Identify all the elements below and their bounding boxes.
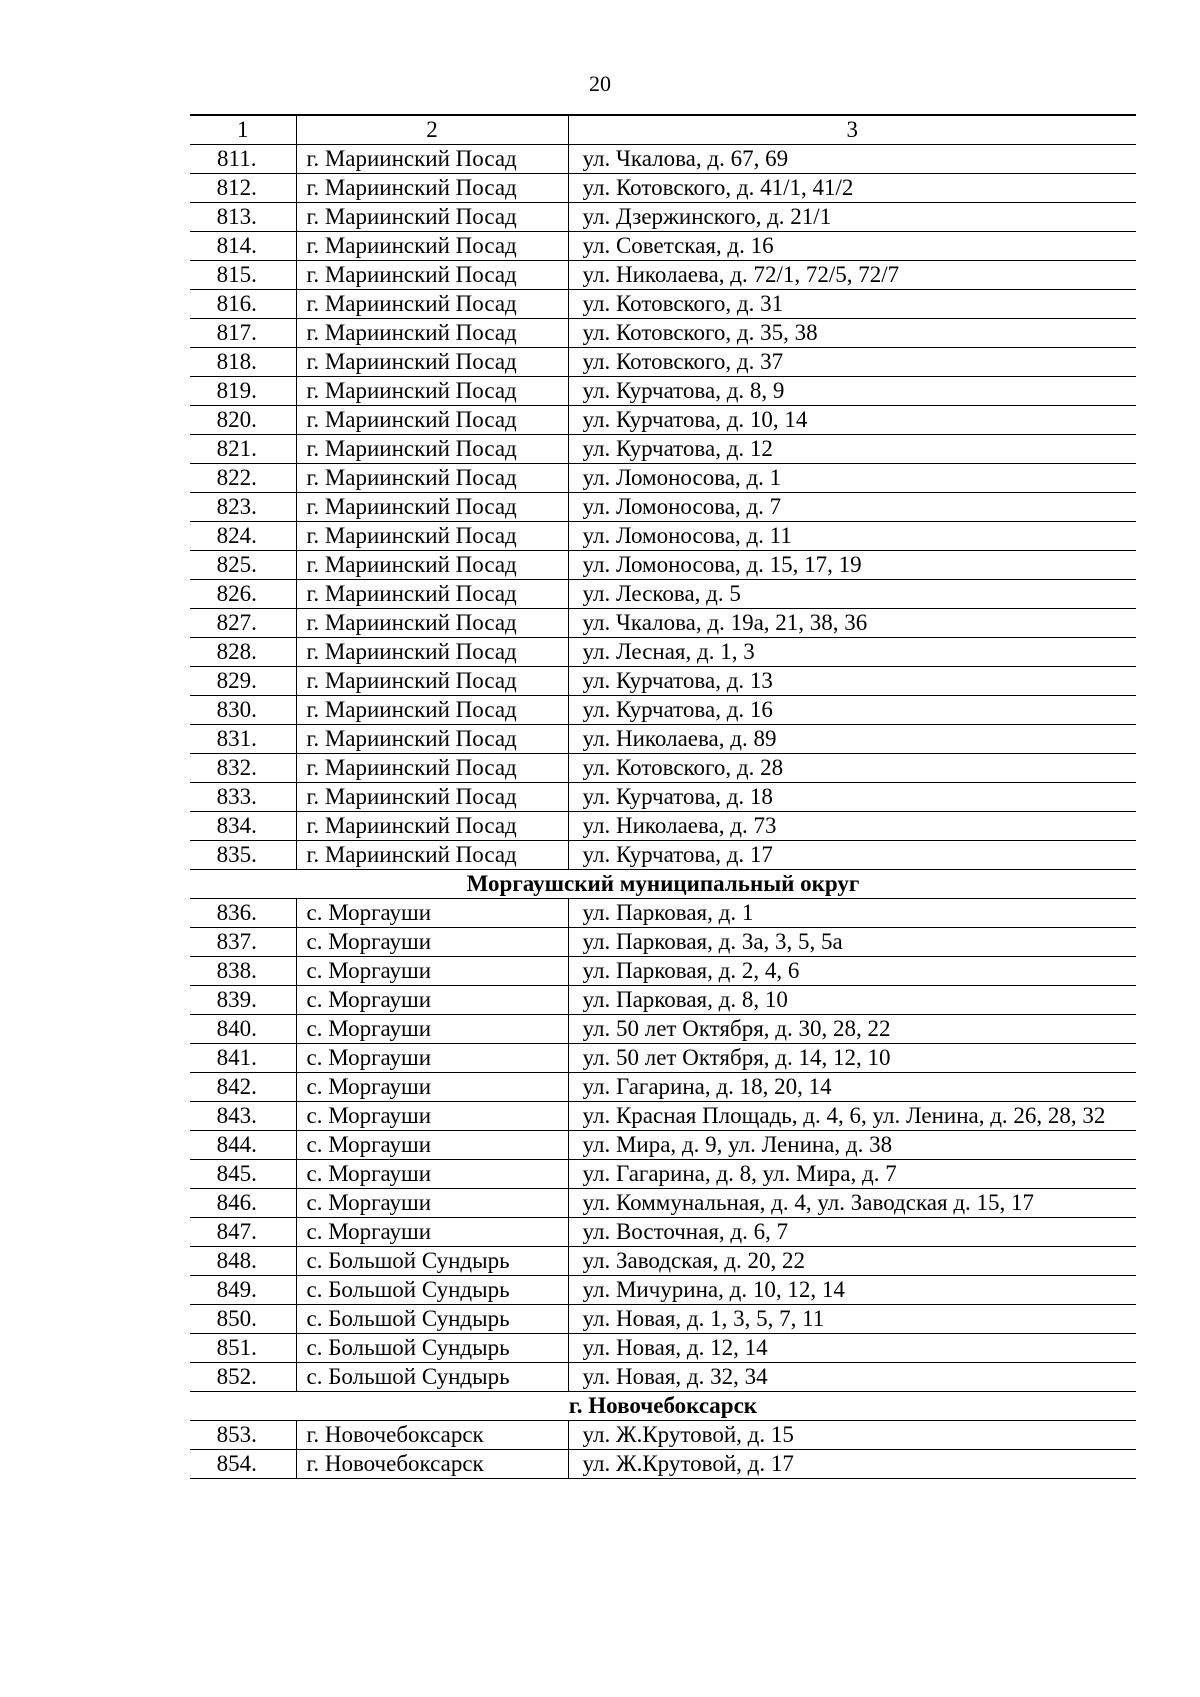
row-address: ул. Котовского, д. 35, 38 xyxy=(568,319,1136,348)
row-settlement: с. Моргауши xyxy=(296,899,568,928)
row-settlement: с. Моргауши xyxy=(296,1189,568,1218)
table-row xyxy=(190,493,1136,522)
row-address: ул. Курчатова, д. 13 xyxy=(568,667,1136,696)
row-settlement: г. Мариинский Посад xyxy=(296,783,568,812)
table-row xyxy=(190,638,1136,667)
row-settlement: с. Моргауши xyxy=(296,957,568,986)
row-settlement: г. Мариинский Посад xyxy=(296,145,568,174)
row-number: 835. xyxy=(190,841,296,870)
row-settlement: г. Мариинский Посад xyxy=(296,551,568,580)
row-number: 825. xyxy=(190,551,296,580)
row-address: ул. Ломоносова, д. 15, 17, 19 xyxy=(568,551,1136,580)
row-number: 818. xyxy=(190,348,296,377)
row-address: ул. Восточная, д. 6, 7 xyxy=(568,1218,1136,1247)
row-settlement: с. Моргауши xyxy=(296,1218,568,1247)
table-row xyxy=(190,725,1136,754)
row-settlement: г. Мариинский Посад xyxy=(296,203,568,232)
row-settlement: г. Мариинский Посад xyxy=(296,725,568,754)
row-settlement: г. Мариинский Посад xyxy=(296,493,568,522)
row-number: 842. xyxy=(190,1073,296,1102)
row-number: 816. xyxy=(190,290,296,319)
table-row xyxy=(190,435,1136,464)
row-number: 832. xyxy=(190,754,296,783)
row-address: ул. Курчатова, д. 8, 9 xyxy=(568,377,1136,406)
row-number: 811. xyxy=(190,145,296,174)
row-address: ул. Котовского, д. 37 xyxy=(568,348,1136,377)
row-address: ул. Котовского, д. 41/1, 41/2 xyxy=(568,174,1136,203)
table-row xyxy=(190,522,1136,551)
row-settlement: г. Мариинский Посад xyxy=(296,638,568,667)
table-row xyxy=(190,1450,1136,1479)
row-settlement: г. Мариинский Посад xyxy=(296,174,568,203)
section-row xyxy=(190,1392,1136,1421)
row-address: ул. Новая, д. 12, 14 xyxy=(568,1334,1136,1363)
row-settlement: с. Моргауши xyxy=(296,1044,568,1073)
row-number: 849. xyxy=(190,1276,296,1305)
table-row xyxy=(190,1247,1136,1276)
page-number: 20 xyxy=(589,71,611,96)
row-number: 833. xyxy=(190,783,296,812)
row-settlement: с. Моргауши xyxy=(296,986,568,1015)
row-settlement: г. Мариинский Посад xyxy=(296,812,568,841)
row-address: ул. Ломоносова, д. 11 xyxy=(568,522,1136,551)
row-settlement: с. Моргауши xyxy=(296,1015,568,1044)
row-address: ул. Гагарина, д. 8, ул. Мира, д. 7 xyxy=(568,1160,1136,1189)
table-row xyxy=(190,696,1136,725)
row-number: 847. xyxy=(190,1218,296,1247)
row-address: ул. Новая, д. 1, 3, 5, 7, 11 xyxy=(568,1305,1136,1334)
row-address: ул. Парковая, д. 8, 10 xyxy=(568,986,1136,1015)
header-col-3: 3 xyxy=(568,115,1136,145)
table-row xyxy=(190,1189,1136,1218)
table-row xyxy=(190,957,1136,986)
row-address: ул. Ломоносова, д. 1 xyxy=(568,464,1136,493)
row-number: 819. xyxy=(190,377,296,406)
row-address: ул. Дзержинского, д. 21/1 xyxy=(568,203,1136,232)
section-title: г. Новочебоксарск xyxy=(190,1392,1136,1421)
row-address: ул. Коммунальная, д. 4, ул. Заводская д. 15, 17 xyxy=(568,1189,1136,1218)
section-row xyxy=(190,870,1136,899)
table-row xyxy=(190,1334,1136,1363)
row-number: 828. xyxy=(190,638,296,667)
row-settlement: с. Большой Сундырь xyxy=(296,1305,568,1334)
row-number: 845. xyxy=(190,1160,296,1189)
row-settlement: г. Мариинский Посад xyxy=(296,232,568,261)
table-row xyxy=(190,609,1136,638)
row-address: ул. Гагарина, д. 18, 20, 14 xyxy=(568,1073,1136,1102)
table-row xyxy=(190,203,1136,232)
row-number: 817. xyxy=(190,319,296,348)
row-number: 839. xyxy=(190,986,296,1015)
table-row xyxy=(190,406,1136,435)
row-number: 830. xyxy=(190,696,296,725)
row-number: 852. xyxy=(190,1363,296,1392)
table-row xyxy=(190,348,1136,377)
row-number: 854. xyxy=(190,1450,296,1479)
row-settlement: г. Новочебоксарск xyxy=(296,1450,568,1479)
table-row xyxy=(190,174,1136,203)
row-settlement: г. Мариинский Посад xyxy=(296,464,568,493)
row-settlement: г. Мариинский Посад xyxy=(296,609,568,638)
row-settlement: с. Моргауши xyxy=(296,1131,568,1160)
table-row xyxy=(190,1218,1136,1247)
row-address: ул. Николаева, д. 89 xyxy=(568,725,1136,754)
table-row xyxy=(190,290,1136,319)
table-row xyxy=(190,1421,1136,1450)
row-settlement: г. Мариинский Посад xyxy=(296,290,568,319)
row-settlement: г. Мариинский Посад xyxy=(296,319,568,348)
row-address: ул. Советская, д. 16 xyxy=(568,232,1136,261)
row-address: ул. Лесная, д. 1, 3 xyxy=(568,638,1136,667)
table-row xyxy=(190,145,1136,174)
row-number: 846. xyxy=(190,1189,296,1218)
table-row xyxy=(190,812,1136,841)
table-row xyxy=(190,754,1136,783)
row-address: ул. Парковая, д. 3а, 3, 5, 5а xyxy=(568,928,1136,957)
row-settlement: с. Большой Сундырь xyxy=(296,1276,568,1305)
row-number: 813. xyxy=(190,203,296,232)
table-row xyxy=(190,261,1136,290)
row-number: 824. xyxy=(190,522,296,551)
row-number: 831. xyxy=(190,725,296,754)
row-settlement: г. Мариинский Посад xyxy=(296,348,568,377)
table-row xyxy=(190,928,1136,957)
row-address: ул. Котовского, д. 31 xyxy=(568,290,1136,319)
row-address: ул. Чкалова, д. 19а, 21, 38, 36 xyxy=(568,609,1136,638)
table-row xyxy=(190,1102,1136,1131)
row-number: 844. xyxy=(190,1131,296,1160)
row-address: ул. Заводская, д. 20, 22 xyxy=(568,1247,1136,1276)
row-number: 836. xyxy=(190,899,296,928)
row-settlement: г. Мариинский Посад xyxy=(296,377,568,406)
row-settlement: с. Моргауши xyxy=(296,928,568,957)
row-number: 843. xyxy=(190,1102,296,1131)
row-address: ул. Курчатова, д. 10, 14 xyxy=(568,406,1136,435)
row-address: ул. Лескова, д. 5 xyxy=(568,580,1136,609)
row-number: 822. xyxy=(190,464,296,493)
row-settlement: с. Большой Сундырь xyxy=(296,1334,568,1363)
row-address: ул. Ломоносова, д. 7 xyxy=(568,493,1136,522)
row-number: 840. xyxy=(190,1015,296,1044)
row-settlement: г. Мариинский Посад xyxy=(296,696,568,725)
row-settlement: г. Мариинский Посад xyxy=(296,261,568,290)
table-row xyxy=(190,319,1136,348)
row-address: ул. 50 лет Октября, д. 30, 28, 22 xyxy=(568,1015,1136,1044)
row-number: 837. xyxy=(190,928,296,957)
table-row xyxy=(190,841,1136,870)
row-number: 841. xyxy=(190,1044,296,1073)
header-col-2: 2 xyxy=(296,115,568,145)
table-row xyxy=(190,1073,1136,1102)
table-row xyxy=(190,1305,1136,1334)
section-title: Моргаушский муниципальный округ xyxy=(190,870,1136,899)
row-number: 853. xyxy=(190,1421,296,1450)
row-settlement: г. Мариинский Посад xyxy=(296,580,568,609)
row-number: 848. xyxy=(190,1247,296,1276)
row-number: 820. xyxy=(190,406,296,435)
row-address: ул. Красная Площадь, д. 4, 6, ул. Ленина, д. 26, 28, 32 xyxy=(568,1102,1136,1131)
table-row xyxy=(190,667,1136,696)
row-settlement: г. Мариинский Посад xyxy=(296,841,568,870)
row-settlement: с. Моргауши xyxy=(296,1102,568,1131)
row-address: ул. Курчатова, д. 16 xyxy=(568,696,1136,725)
table-row xyxy=(190,783,1136,812)
row-address: ул. Мичурина, д. 10, 12, 14 xyxy=(568,1276,1136,1305)
row-address: ул. Парковая, д. 1 xyxy=(568,899,1136,928)
row-number: 821. xyxy=(190,435,296,464)
row-number: 829. xyxy=(190,667,296,696)
row-address: ул. Курчатова, д. 18 xyxy=(568,783,1136,812)
row-number: 838. xyxy=(190,957,296,986)
table-row xyxy=(190,580,1136,609)
row-number: 815. xyxy=(190,261,296,290)
row-address: ул. 50 лет Октября, д. 14, 12, 10 xyxy=(568,1044,1136,1073)
table-row xyxy=(190,232,1136,261)
row-number: 826. xyxy=(190,580,296,609)
row-address: ул. Курчатова, д. 12 xyxy=(568,435,1136,464)
table-row xyxy=(190,899,1136,928)
address-table xyxy=(190,114,1136,1479)
row-address: ул. Ж.Крутовой, д. 17 xyxy=(568,1450,1136,1479)
row-settlement: г. Мариинский Посад xyxy=(296,522,568,551)
header-col-1: 1 xyxy=(190,115,296,145)
table-row xyxy=(190,377,1136,406)
table-row xyxy=(190,1131,1136,1160)
table-row xyxy=(190,1044,1136,1073)
row-address: ул. Парковая, д. 2, 4, 6 xyxy=(568,957,1136,986)
row-address: ул. Николаева, д. 72/1, 72/5, 72/7 xyxy=(568,261,1136,290)
row-number: 814. xyxy=(190,232,296,261)
row-settlement: г. Новочебоксарск xyxy=(296,1421,568,1450)
row-number: 851. xyxy=(190,1334,296,1363)
row-number: 850. xyxy=(190,1305,296,1334)
row-settlement: г. Мариинский Посад xyxy=(296,435,568,464)
table-row xyxy=(190,1160,1136,1189)
row-number: 834. xyxy=(190,812,296,841)
row-settlement: г. Мариинский Посад xyxy=(296,667,568,696)
row-number: 812. xyxy=(190,174,296,203)
row-address: ул. Мира, д. 9, ул. Ленина, д. 38 xyxy=(568,1131,1136,1160)
row-address: ул. Курчатова, д. 17 xyxy=(568,841,1136,870)
row-settlement: с. Моргауши xyxy=(296,1160,568,1189)
row-settlement: г. Мариинский Посад xyxy=(296,754,568,783)
row-address: ул. Николаева, д. 73 xyxy=(568,812,1136,841)
table-row xyxy=(190,1363,1136,1392)
table-row xyxy=(190,464,1136,493)
table-row xyxy=(190,551,1136,580)
row-settlement: г. Мариинский Посад xyxy=(296,406,568,435)
row-number: 823. xyxy=(190,493,296,522)
table-body xyxy=(190,115,1136,1479)
table-row xyxy=(190,986,1136,1015)
row-settlement: с. Большой Сундырь xyxy=(296,1363,568,1392)
row-address: ул. Котовского, д. 28 xyxy=(568,754,1136,783)
row-settlement: с. Моргауши xyxy=(296,1073,568,1102)
row-address: ул. Чкалова, д. 67, 69 xyxy=(568,145,1136,174)
row-address: ул. Новая, д. 32, 34 xyxy=(568,1363,1136,1392)
row-address: ул. Ж.Крутовой, д. 15 xyxy=(568,1421,1136,1450)
row-number: 827. xyxy=(190,609,296,638)
table-header-row xyxy=(190,115,1136,145)
table-row xyxy=(190,1276,1136,1305)
row-settlement: с. Большой Сундырь xyxy=(296,1247,568,1276)
table-row xyxy=(190,1015,1136,1044)
